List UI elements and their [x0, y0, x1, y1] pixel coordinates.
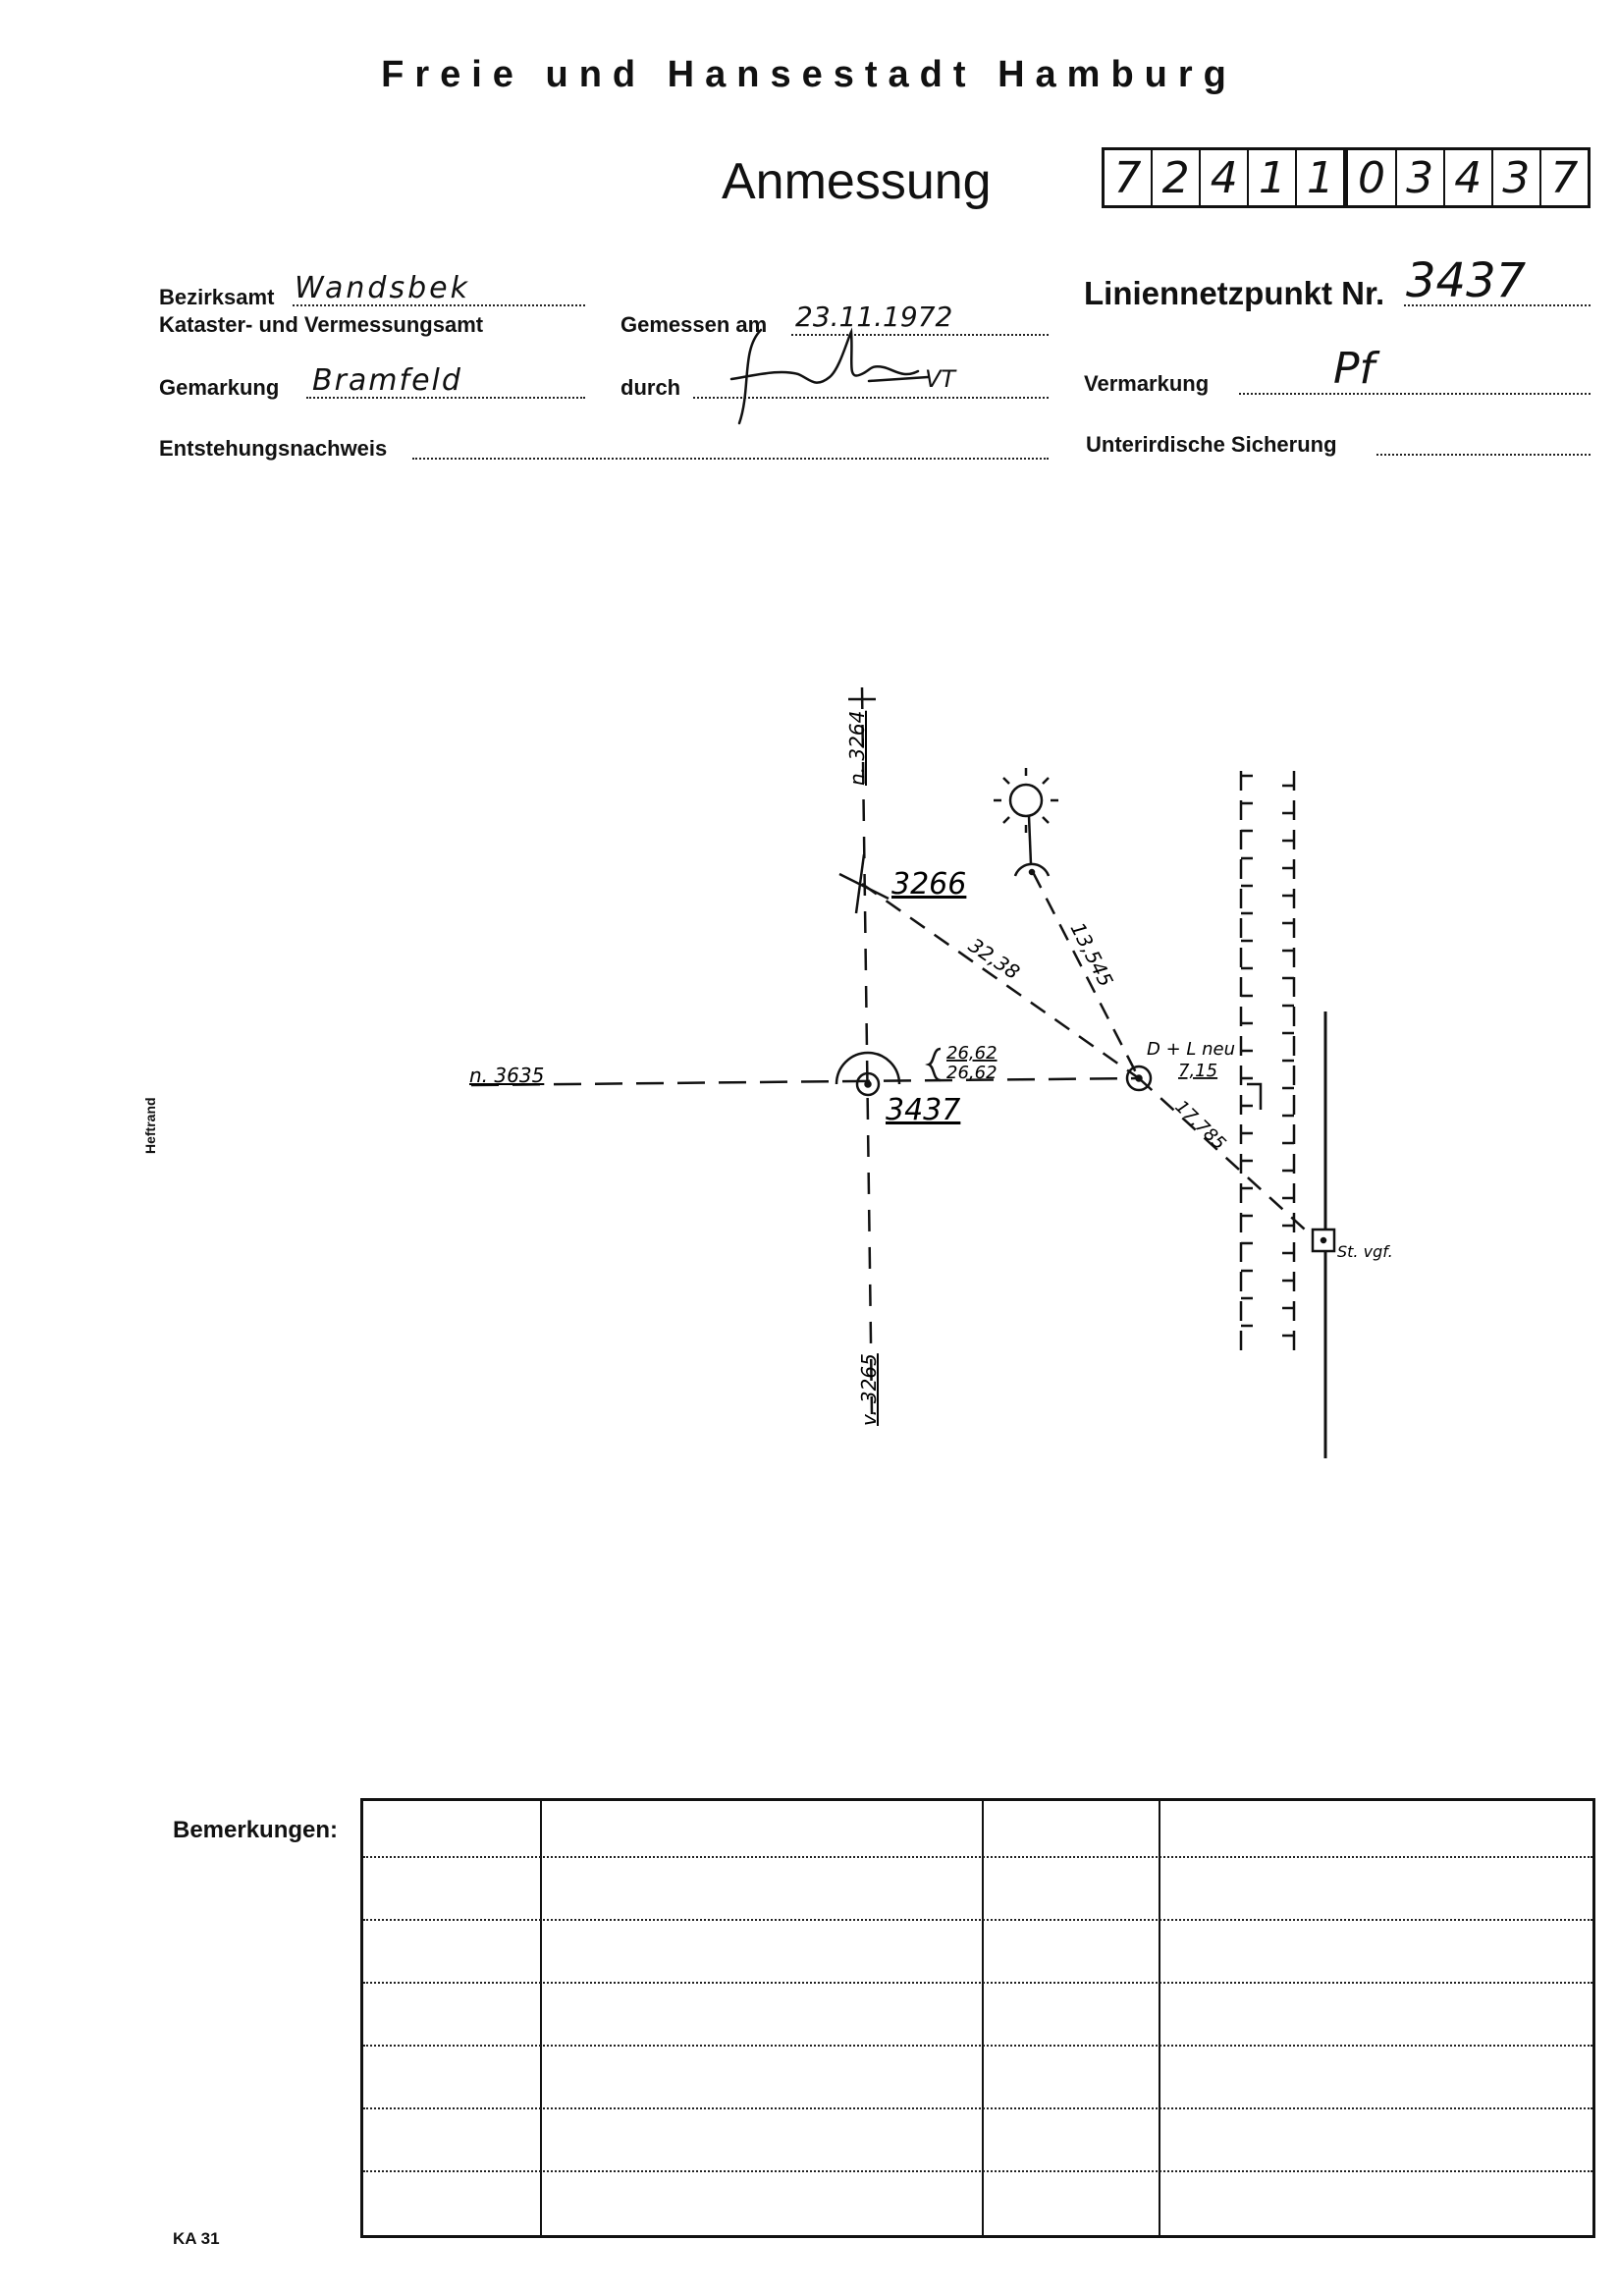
id-digit: 2: [1153, 150, 1201, 205]
kataster-label: Kataster- und Vermessungsamt: [159, 312, 484, 337]
form-code: KA 31: [173, 2229, 220, 2248]
label-v-bottom: v. 3265: [857, 1353, 881, 1426]
remarks-row-line: [363, 1856, 1592, 1858]
id-digit: 1: [1249, 150, 1297, 205]
label-st-vgf: St. vgf.: [1337, 1242, 1393, 1261]
remarks-row-line: [363, 2170, 1592, 2172]
label-dl-val: 7,15: [1178, 1061, 1218, 1081]
vermarkung-label: Vermarkung: [1084, 371, 1210, 396]
gemessen-value: 23.11.1972: [795, 301, 953, 333]
label-meas-bottom: 26,62: [946, 1063, 998, 1083]
dl-point-dot: [1137, 1076, 1142, 1081]
gemarkung-value: Bramfeld: [312, 363, 462, 398]
label-n-top: n. 3264: [845, 710, 869, 786]
measurement-brace: [929, 1049, 941, 1080]
liniennetz-label: Liniennetzpunkt Nr.: [1084, 275, 1385, 311]
authority-header: Freie und Hansestadt Hamburg: [381, 54, 1237, 95]
bezirksamt-value: Wandsbek: [295, 271, 470, 305]
horizontal-survey-line: [471, 1078, 1139, 1085]
remarks-table: [360, 1798, 1595, 2238]
remarks-row-line: [363, 1982, 1592, 1984]
diagonal-line-1354: [1033, 872, 1139, 1078]
document-title: Anmessung: [722, 153, 992, 210]
gemessen-label: Gemessen am: [620, 312, 768, 337]
id-digit: 7: [1105, 150, 1153, 205]
durch-label: durch: [620, 375, 681, 400]
vermarkung-value: Pf: [1333, 344, 1375, 394]
id-digit: 0: [1348, 150, 1396, 205]
bezirksamt-label: Bezirksamt: [159, 285, 275, 309]
label-dist-1778: 17,785: [1170, 1096, 1230, 1155]
label-meas-top: 26,62: [946, 1043, 998, 1064]
remarks-label: Bemerkungen:: [173, 1817, 339, 1843]
remarks-row-line: [363, 2107, 1592, 2109]
label-dl-neu: D + L neu: [1147, 1039, 1236, 1060]
label-point-3266: 3266: [891, 867, 967, 902]
id-digit: 3: [1493, 150, 1541, 205]
durch-suffix: VT: [925, 365, 956, 393]
id-digit: 1: [1297, 150, 1348, 205]
remarks-row-line: [363, 1919, 1592, 1921]
gemarkung-label: Gemarkung: [159, 375, 280, 400]
label-dist-1354: 13,545: [1065, 918, 1118, 991]
liniennetz-value: 3437: [1406, 253, 1527, 308]
label-dist-3238: 32,38: [964, 933, 1025, 985]
id-digit: 4: [1445, 150, 1493, 205]
entstehung-label: Entstehungsnachweis: [159, 436, 388, 461]
label-n-left: n. 3635: [469, 1064, 545, 1087]
point-3437-dot: [866, 1082, 871, 1087]
id-digit: 3: [1397, 150, 1445, 205]
binding-margin-label: Heftrand: [142, 1097, 158, 1154]
diagonal-line-1778: [1139, 1078, 1316, 1239]
label-point-3437: 3437: [886, 1093, 961, 1127]
sicherung-label: Unterirdische Sicherung: [1086, 432, 1337, 457]
id-digit: 4: [1201, 150, 1249, 205]
lamp-icon: [1010, 785, 1042, 816]
vertical-survey-line: [862, 687, 872, 1414]
remarks-row-line: [363, 2045, 1592, 2047]
id-digit: 7: [1550, 152, 1579, 203]
